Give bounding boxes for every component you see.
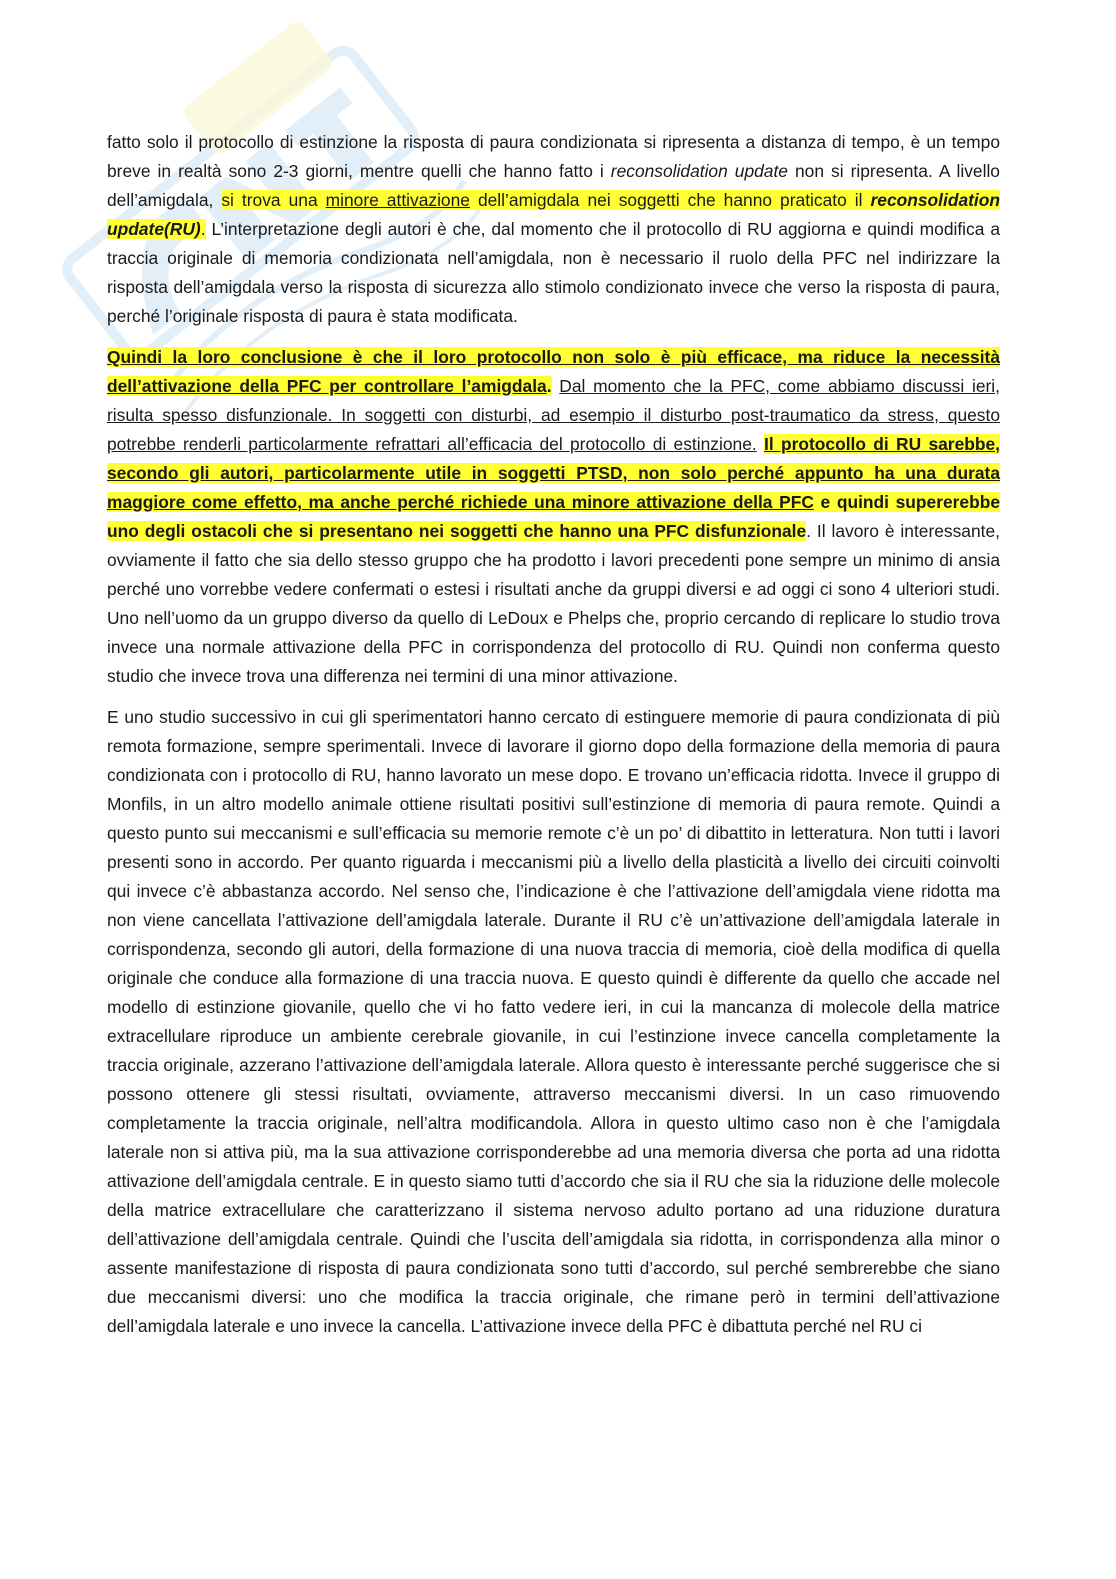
highlighted-bold-text: e quindi supererebbe uno degli ostacoli che si presentano nei soggetti che hanno una PFC disfunzionale xyxy=(107,492,1000,541)
highlighted-bold-text: . xyxy=(546,376,552,396)
highlighted-text: . xyxy=(200,219,206,239)
italic-term-reconsolidation-update: reconsolidation update xyxy=(610,161,788,181)
highlighted-bold-underlined-text: Quindi la loro conclusione è che il loro protocollo non solo è più efficace, ma riduce la necessità dell’attivazione della PFC per controllare l’amigdala xyxy=(107,347,1000,396)
underlined-text: Dal momento che la PFC, come abbiamo discussi ieri, risulta spesso disfunzionale. In soggetti con disturbi, ad esempio il disturbo post-traumatico da stress, questo potrebbe renderli particolarmente refrattari all’efficacia del protocollo di estinzione. xyxy=(107,376,1000,454)
text-run: E uno studio successivo in cui gli sperimentatori hanno cercato di estinguere memorie di paura condizionata di più remota formazione, sempre sperimentali. Invece di lavorare il giorno dopo della formazione della memoria di paura condizionata con i protocollo di RU, hanno lavorato un mese dopo. E trovano un’efficacia ridotta. Invece il gruppo di Monfils, in un altro modello animale ottiene risultati positivi sull’estinzione di memoria di paura remote. Quindi a questo punto sui meccanismi e sull’efficacia su memorie remote c’è un po’ di dibattito in letteratura. Non tutti i lavori presenti sono in accordo. Per quanto riguarda i meccanismi più a livello della plasticità a livello dei circuiti coinvolti qui invece c’è abbastanza accordo. Nel senso che, l’indicazione è che l’attivazione dell’amigdala viene ridotta ma non viene cancellata l’attivazione dell’amigdala laterale. Durante il RU c’è un’attivazione dell’amigdala laterale in corrispondenza, secondo gli autori, della formazione di una nuova traccia di memoria, cioè della modifica di quella originale che conduce alla formazione di una traccia nuova. E questo quindi è differente da quello che accade nel modello di estinzione giovanile, quello che vi ho fatto vedere ieri, in cui la mancanza di molecole della matrice extracellulare riproduce un ambiente cerebrale giovanile, in cui l’estinzione invece cancella completamente la traccia originale, azzerano l’attivazione dell’amigdala laterale. Allora questo è interessante perché suggerisce che si possono ottenere gli stessi risultati, ovviamente, attraverso meccanismi diversi. In un caso rimuovendo completamente la traccia originale, nell’altra modificandola. Allora in questo ultimo caso non è che l’amigdala laterale non si attiva più, ma la sua attivazione corrisponderebbe ad una memoria diversa che porta ad una ridotta attivazione dell’amigdala centrale. E in questo siamo tutti d’accordo che sia il RU che sia la riduzione delle molecole della matrice extracellulare che caratterizzano il sistema nervoso adulto portano ad una riduzione duratura dell’attivazione dell’amigdala centrale. Quindi che l’uscita dell’amigdala sia ridotta, in corrispondenza alla minor o assente manifestazione di risposta di paura condizionata sono tutti d’accordo, sul perché sembrerebbe che siano due meccanismi diversi: uno che modifica la traccia originale, che rimane però in termini dell’attivazione dell’amigdala laterale e uno invece la cancella. L’attivazione invece della PFC è dibattuta perché nel RU ci xyxy=(107,707,1000,1336)
highlighted-text: dell’amigdala nei soggetti che hanno praticato il xyxy=(469,190,871,210)
highlighted-text: si trova una xyxy=(221,190,326,210)
paragraph-1 xyxy=(107,128,1000,331)
highlighted-underlined-text: minore attivazione xyxy=(325,190,470,210)
text-run xyxy=(757,434,764,454)
text-run: non si ripresenta. A livello dell’amigdala, xyxy=(107,161,1000,210)
text-run: L’interpretazione degli autori è che, dal momento che il protocollo di RU aggiorna e quindi modifica a traccia originale di memoria condizionata nell’amigdala, non è necessario il ruolo della PFC nel indirizzare la risposta dell’amigdala verso la risposta di sicurezza allo stimolo condizionato invece che verso la risposta di paura, perché l’originale risposta di paura è stata modificata. xyxy=(107,219,1000,326)
highlighted-bold-underlined-text: Il protocollo di RU sarebbe, secondo gli autori, particolarmente utile in soggetti PTSD, non solo perché appunto ha una durata maggiore come effetto, ma anche perché richiede una minore attivazione della PFC xyxy=(107,434,1000,512)
text-run: . Il lavoro è interessante, ovviamente il fatto che sia dello stesso gruppo che ha prodotto i lavori precedenti pone sempre un minimo di ansia perché uno vorrebbe vedere confermati o estesi i risultati anche da gruppi diversi e ad oggi ci sono 4 ulteriori studi. Uno nell’uomo da un gruppo diverso da quello di LeDoux e Phelps che, proprio cercando di replicare lo studio trova invece una normale attivazione della PFC in corrispondenza del protocollo di RU. Quindi non conferma questo studio che invece trova una differenza nei termini di una minor attivazione. xyxy=(107,521,1000,686)
document-body xyxy=(107,128,1000,1353)
paragraph-2 xyxy=(107,343,1000,691)
highlighted-bold-italic-term: reconsolidation update(RU) xyxy=(107,190,1000,239)
paragraph-3 xyxy=(107,703,1000,1341)
text-run: fatto solo il protocollo di estinzione la risposta di paura condizionata si ripresenta a distanza di tempo, è un tempo breve in realtà sono 2-3 giorni, mentre quelli che hanno fatto i xyxy=(107,132,1000,181)
